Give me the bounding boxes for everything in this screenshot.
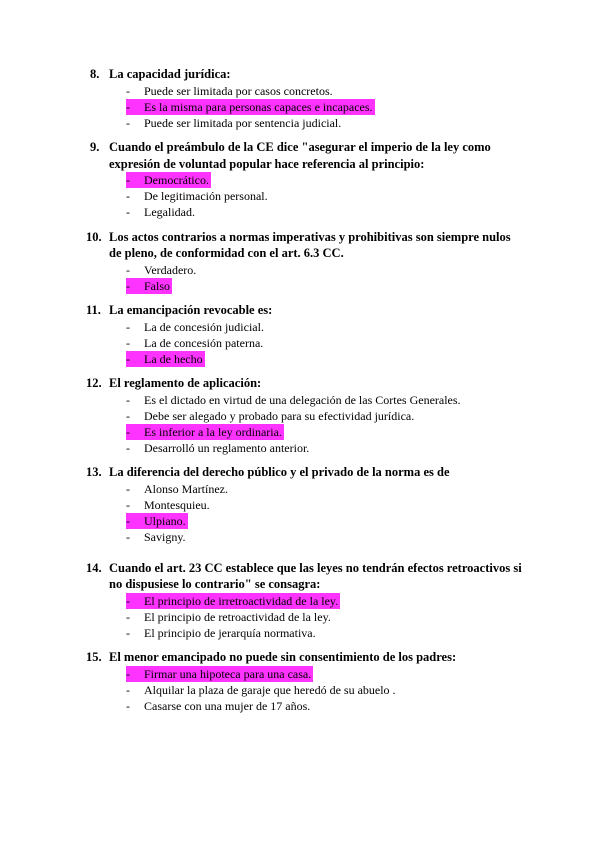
bullet-dash: - <box>126 278 130 293</box>
option-item <box>0 481 600 497</box>
option-item-highlighted <box>0 424 600 440</box>
bullet-dash: - <box>126 319 130 334</box>
bullet-dash: - <box>126 99 130 114</box>
bullet-dash: - <box>126 189 130 204</box>
option-text: Montesquieu. <box>144 498 210 512</box>
option-text: El principio de retroactividad de la ley. <box>144 609 331 624</box>
option-item-highlighted <box>0 666 600 682</box>
option-text: Falso <box>144 278 171 293</box>
question-title <box>0 66 600 83</box>
bullet-dash: - <box>126 666 130 681</box>
question-12 <box>0 375 600 456</box>
question-number: 8. <box>90 67 100 81</box>
option-text: El principio de jerarquía normativa. <box>144 625 316 640</box>
question-title <box>0 464 600 481</box>
option-text: Alonso Martínez. <box>144 481 228 496</box>
option-text: Savigny. <box>144 530 186 545</box>
options-list <box>0 666 600 715</box>
option-item-highlighted <box>0 99 600 115</box>
question-number: 13. <box>86 465 102 480</box>
option-text: Puede ser limitada por casos concretos. <box>144 83 333 98</box>
options-list <box>0 392 600 457</box>
option-item <box>0 408 600 424</box>
question-text: Cuando el art. 23 CC establece que las leyes no tendrán efectos retroactivos si no dispusiese lo contrario" se consagra: <box>109 560 522 592</box>
options-list <box>0 319 600 368</box>
question-number: 15. <box>86 650 102 665</box>
bullet-dash: - <box>126 335 130 350</box>
question-number: 12. <box>86 376 102 391</box>
question-number: 14. <box>86 560 102 575</box>
bullet-dash: - <box>126 699 130 713</box>
bullet-dash: - <box>126 481 130 496</box>
option-item <box>0 335 600 351</box>
bullet-dash: - <box>126 625 130 640</box>
question-15 <box>0 649 600 714</box>
bullet-dash: - <box>126 262 130 277</box>
options-list <box>0 83 600 132</box>
bullet-dash: - <box>126 351 130 366</box>
option-text: Es el dictado en virtud de una delegación de las Cortes Generales. <box>144 392 461 407</box>
option-item <box>0 625 600 641</box>
question-text: Los actos contrarios a normas imperativas y prohibitivas son siempre nulos de pleno, de conformidad con el art. 6.3 CC. <box>109 229 511 261</box>
bullet-dash: - <box>126 173 130 188</box>
question-title <box>0 560 600 593</box>
option-item <box>0 529 600 545</box>
bullet-dash: - <box>126 441 130 456</box>
option-item <box>0 440 600 456</box>
question-text: El reglamento de aplicación: <box>109 376 262 391</box>
option-text: La de concesión judicial. <box>144 319 264 334</box>
bullet-dash: - <box>126 609 130 624</box>
question-text: Cuando el preámbulo de la CE dice "asegurar el imperio de la ley como expresión de voluntad popular hace referencia al principio: <box>109 140 491 171</box>
question-10 <box>0 229 600 294</box>
option-item <box>0 609 600 625</box>
option-text: De legitimación personal. <box>144 189 268 204</box>
option-text: La de concesión paterna. <box>144 335 264 350</box>
option-text: La de hecho <box>144 351 203 366</box>
option-item-highlighted <box>0 172 600 188</box>
option-item-highlighted <box>0 513 600 529</box>
bullet-dash: - <box>126 392 130 407</box>
question-title <box>0 139 600 172</box>
option-text: El principio de irretroactividad de la ley. <box>144 593 339 608</box>
option-item <box>0 319 600 335</box>
question-number: 11. <box>86 303 101 317</box>
question-title <box>0 229 600 262</box>
question-9 <box>0 139 600 221</box>
option-text: Democrático. <box>144 173 209 188</box>
options-list <box>0 172 600 221</box>
option-text: Alquilar la plaza de garaje que heredó de su abuelo . <box>144 682 396 697</box>
option-text: Puede ser limitada por sentencia judicial. <box>144 115 342 130</box>
bullet-dash: - <box>126 514 130 529</box>
option-item-highlighted <box>0 593 600 609</box>
options-list <box>0 593 600 642</box>
option-text: Verdadero. <box>144 262 197 277</box>
options-list <box>0 262 600 294</box>
question-text: La diferencia del derecho público y el privado de la norma es de <box>109 465 450 480</box>
option-item <box>0 682 600 698</box>
question-text: El menor emancipado no puede sin consentimiento de los padres: <box>109 650 457 665</box>
option-item-highlighted <box>0 278 600 294</box>
option-text: Desarrolló un reglamento anterior. <box>144 441 310 456</box>
option-item <box>0 497 600 513</box>
bullet-dash: - <box>126 205 130 220</box>
question-title <box>0 649 600 666</box>
quiz-document <box>0 66 600 722</box>
option-text: Ulpiano. <box>144 514 186 529</box>
question-13 <box>0 464 600 545</box>
option-text: Es inferior a la ley ordinaria. <box>144 424 282 439</box>
question-title <box>0 302 600 319</box>
option-item <box>0 392 600 408</box>
option-item <box>0 262 600 278</box>
question-title <box>0 375 600 392</box>
question-8 <box>0 66 600 131</box>
option-item <box>0 83 600 99</box>
option-item-highlighted <box>0 351 600 367</box>
bullet-dash: - <box>126 424 130 439</box>
option-text: Firmar una hipoteca para una casa. <box>144 666 312 681</box>
option-text: Debe ser alegado y probado para su efectividad jurídica. <box>144 408 415 423</box>
question-text: La capacidad jurídica: <box>109 67 231 81</box>
option-text: Es la misma para personas capaces e incapaces. <box>144 99 373 114</box>
bullet-dash: - <box>126 498 130 512</box>
bullet-dash: - <box>126 593 130 608</box>
option-text: Legalidad. <box>144 205 195 220</box>
question-14 <box>0 560 600 642</box>
option-item <box>0 115 600 131</box>
question-11 <box>0 302 600 367</box>
question-number: 10. <box>86 229 102 244</box>
bullet-dash: - <box>126 408 130 423</box>
options-list <box>0 481 600 546</box>
option-item <box>0 188 600 204</box>
option-item <box>0 204 600 220</box>
option-item <box>0 698 600 714</box>
bullet-dash: - <box>126 83 130 98</box>
question-text: La emancipación revocable es: <box>109 303 273 317</box>
question-number: 9. <box>90 140 100 155</box>
bullet-dash: - <box>126 115 130 130</box>
bullet-dash: - <box>126 530 130 545</box>
bullet-dash: - <box>126 682 130 697</box>
option-text: Casarse con una mujer de 17 años. <box>144 699 311 713</box>
